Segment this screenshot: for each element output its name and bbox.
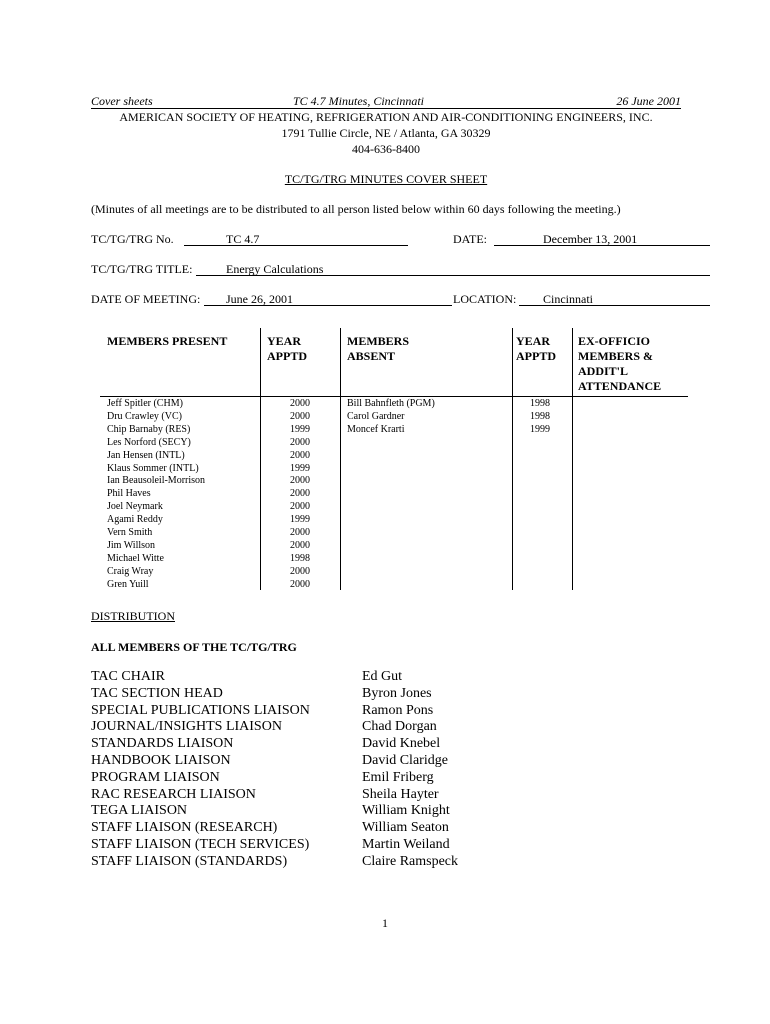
- present-member-name: Jeff Spitler (CHM): [107, 398, 183, 409]
- distribution-names: [362, 669, 458, 871]
- distribution-role: RAC RESEARCH LIAISON: [91, 786, 256, 802]
- distribution-role: STAFF LIAISON (RESEARCH): [91, 820, 278, 836]
- present-member-name: Les Norford (SECY): [107, 436, 191, 448]
- present-member-name: Phil Haves: [107, 488, 151, 500]
- distribution-subheading: ALL MEMBERS OF THE TC/TG/TRG: [91, 640, 297, 654]
- present-member-name: Ian Beausoleil-Morrison: [107, 475, 206, 487]
- present-years-column: [262, 398, 310, 592]
- distribution-role: TAC SECTION HEAD: [91, 685, 223, 701]
- distribution-name: Ramon Pons: [362, 702, 434, 718]
- present-member-year: 2000: [290, 398, 310, 409]
- meeting-date-value: June 26, 2001: [226, 292, 293, 306]
- present-member-year: 2000: [290, 539, 310, 551]
- present-names-column: [107, 398, 257, 592]
- col-header-absent-line1: MEMBERS: [347, 334, 410, 348]
- location-label: LOCATION:: [453, 292, 517, 306]
- present-member-name: Agami Reddy: [107, 514, 163, 526]
- col-header-year2-line1: YEAR: [516, 334, 551, 348]
- distribution-role: STAFF LIAISON (TECH SERVICES): [91, 836, 310, 852]
- col-header-absent: [347, 334, 409, 364]
- col-header-ex-officio: [578, 334, 661, 394]
- absent-member-year: 1998: [530, 398, 550, 409]
- distribution-name: Sheila Hayter: [362, 786, 439, 802]
- distribution-name: William Knight: [362, 803, 450, 819]
- meeting-date-label: DATE OF MEETING:: [91, 292, 201, 306]
- present-member-year: 2000: [290, 527, 310, 539]
- org-name: AMERICAN SOCIETY OF HEATING, REFRIGERATION AND AIR-CONDITIONING ENGINEERS, INC.: [119, 110, 653, 124]
- present-member-name: Jim Willson: [107, 539, 156, 551]
- col-header-present: MEMBERS PRESENT: [107, 334, 228, 348]
- absent-member-year: 1999: [530, 423, 550, 435]
- table-header-rule: [100, 396, 688, 397]
- distribution-role: TAC CHAIR: [91, 669, 165, 684]
- absent-member-name: Bill Bahnfleth (PGM): [347, 398, 435, 409]
- date-label: DATE:: [453, 232, 487, 246]
- distribution-name: David Claridge: [362, 752, 448, 768]
- distribution-role: TEGA LIAISON: [91, 803, 188, 819]
- present-member-year: 1999: [290, 462, 310, 474]
- title-label: TC/TG/TRG TITLE:: [91, 262, 193, 276]
- col-header-year1: [267, 334, 307, 364]
- col-header-year2: [516, 334, 556, 364]
- distribution-heading: DISTRIBUTION: [91, 609, 175, 623]
- distribution-name: Emil Friberg: [362, 769, 434, 785]
- distribution-roles: [91, 669, 310, 871]
- org-address: 1791 Tullie Circle, NE / Atlanta, GA 30329: [281, 126, 491, 140]
- tc-no-label: TC/TG/TRG No.: [91, 232, 174, 246]
- title-value: Energy Calculations: [226, 262, 324, 276]
- col-header-ex-line3: ADDIT'L: [578, 364, 629, 378]
- col-header-ex-line4: ATTENDANCE: [578, 379, 662, 393]
- col-header-year2-line2: APPTD: [516, 349, 556, 363]
- present-member-year: 2000: [290, 578, 310, 590]
- col-header-ex-line1: EX-OFFICIO: [578, 334, 650, 348]
- present-member-name: Craig Wray: [107, 565, 154, 577]
- absent-member-name: Moncef Krarti: [347, 423, 405, 435]
- absent-member-year: 1998: [530, 410, 550, 422]
- distribution-name: Byron Jones: [362, 685, 432, 701]
- present-member-name: Michael Witte: [107, 552, 164, 564]
- present-member-name: Joel Neymark: [107, 501, 163, 513]
- distribution-role: SPECIAL PUBLICATIONS LIAISON: [91, 702, 310, 718]
- location-value: Cincinnati: [543, 292, 593, 306]
- distribution-name: William Seaton: [362, 820, 449, 836]
- header-center: TC 4.7 Minutes, Cincinnati: [293, 94, 425, 108]
- present-member-year: 2000: [290, 475, 310, 487]
- col-header-year1-line1: YEAR: [267, 334, 302, 348]
- table-divider: [340, 328, 341, 590]
- present-member-name: Gren Yuill: [107, 578, 149, 590]
- tc-no-value: TC 4.7: [226, 232, 260, 246]
- table-divider: [572, 328, 573, 590]
- distribution-name: Chad Dorgan: [362, 719, 437, 735]
- present-member-year: 2000: [290, 436, 310, 448]
- present-member-year: 1998: [290, 552, 310, 564]
- present-member-name: Jan Hensen (INTL): [107, 449, 185, 461]
- col-header-absent-line2: ABSENT: [347, 349, 396, 363]
- col-header-ex-line2: MEMBERS &: [578, 349, 653, 363]
- distribution-role: HANDBOOK LIAISON: [91, 752, 231, 768]
- instructions: (Minutes of all meetings are to be distributed to all person listed below within 60 days following the meeting.): [91, 202, 621, 216]
- distribution-role: STAFF LIAISON (STANDARDS): [91, 853, 288, 869]
- distribution-name: David Knebel: [362, 736, 441, 752]
- present-member-year: 1999: [290, 514, 310, 526]
- present-member-name: Vern Smith: [107, 527, 153, 539]
- col-header-year1-line2: APPTD: [267, 349, 307, 363]
- header-left: Cover sheets: [91, 94, 153, 108]
- table-divider: [260, 328, 261, 590]
- present-member-name: Dru Crawley (VC): [107, 410, 182, 422]
- distribution-role: PROGRAM LIAISON: [91, 769, 220, 785]
- present-member-year: 2000: [290, 410, 310, 422]
- header-right: 26 June 2001: [616, 94, 681, 108]
- org-phone: 404-636-8400: [352, 142, 420, 156]
- date-value: December 13, 2001: [543, 232, 638, 246]
- distribution-name: Martin Weiland: [362, 836, 450, 852]
- distribution-name: Ed Gut: [362, 669, 403, 684]
- absent-years-column: [500, 398, 550, 437]
- present-member-year: 1999: [290, 423, 310, 435]
- present-member-year: 2000: [290, 565, 310, 577]
- sheet-title: TC/TG/TRG MINUTES COVER SHEET: [284, 172, 488, 186]
- absent-member-name: Carol Gardner: [347, 410, 405, 422]
- distribution-role: JOURNAL/INSIGHTS LIAISON: [91, 719, 282, 735]
- present-member-year: 2000: [290, 449, 310, 461]
- present-member-name: Klaus Sommer (INTL): [107, 462, 199, 474]
- table-divider: [512, 328, 513, 590]
- distribution-role: STANDARDS LIAISON: [91, 736, 234, 752]
- absent-names-column: [347, 398, 507, 437]
- page-number: 1: [382, 916, 388, 930]
- present-member-year: 2000: [290, 501, 310, 513]
- present-member-name: Chip Barnaby (RES): [107, 423, 191, 435]
- present-member-year: 2000: [290, 488, 310, 500]
- distribution-name: Claire Ramspeck: [362, 853, 459, 869]
